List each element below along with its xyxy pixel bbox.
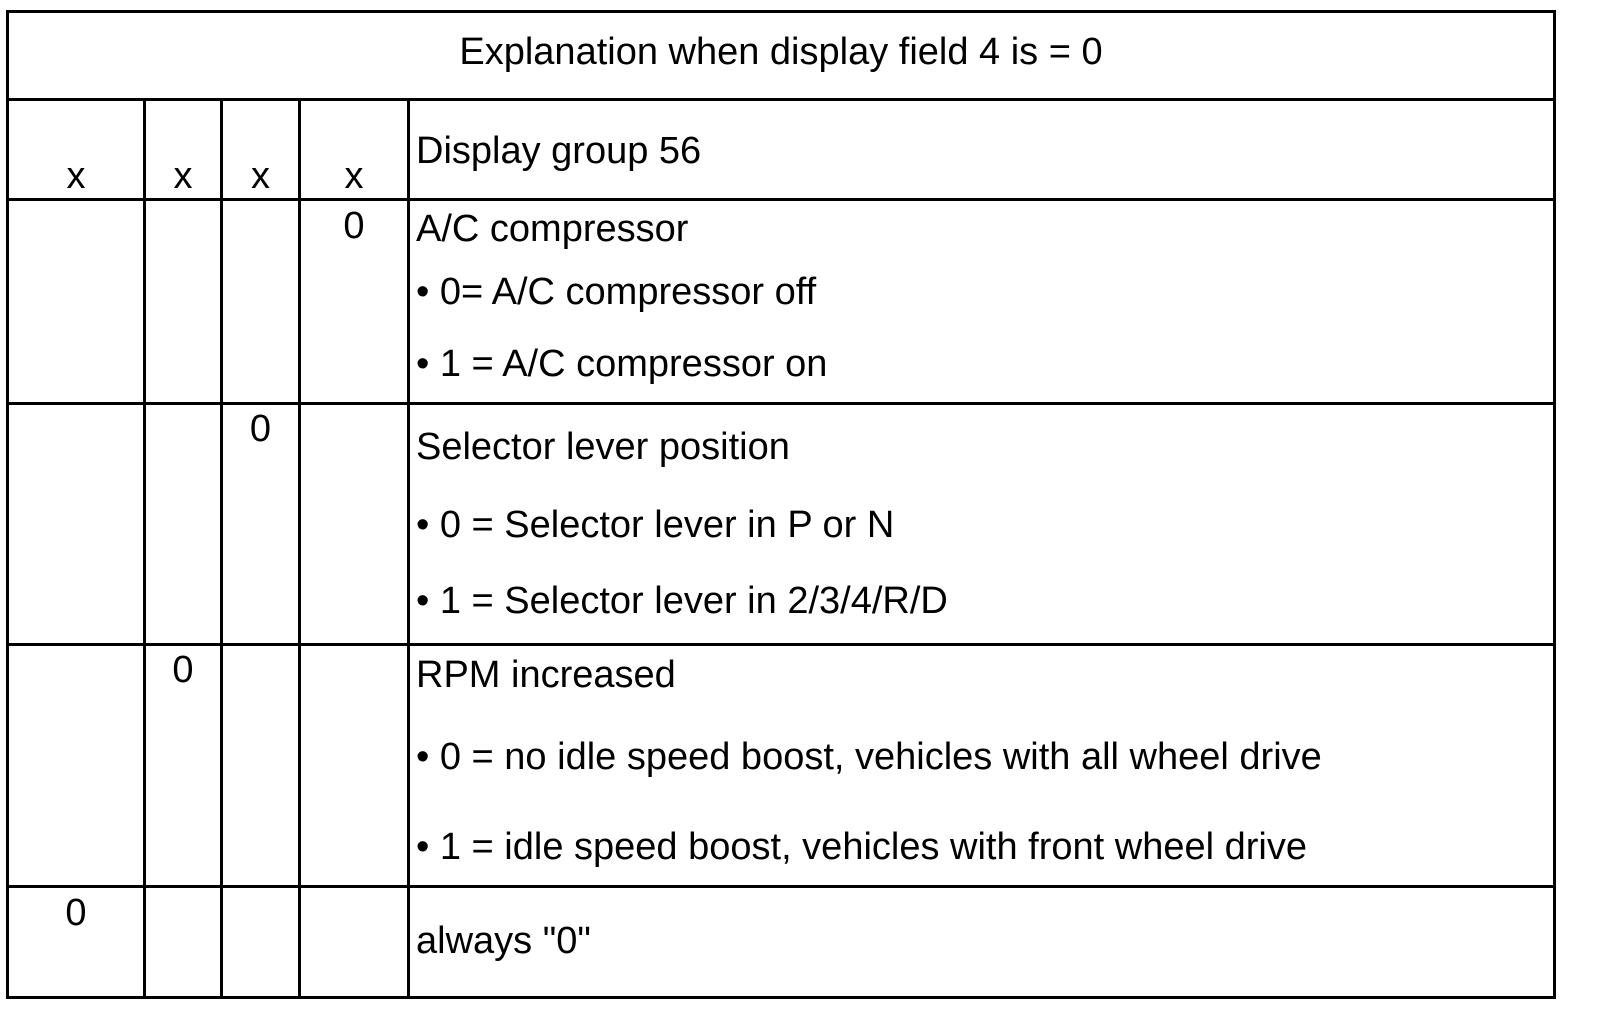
- row-1-heading: A/C compressor: [416, 208, 689, 250]
- header-col-3: x: [251, 155, 270, 197]
- row-divider-1: [6, 402, 1556, 405]
- header-col-1: x: [66, 155, 86, 197]
- header-label: Display group 56: [416, 130, 702, 172]
- row-2-heading: Selector lever position: [416, 426, 790, 468]
- col-divider-1: [143, 99, 146, 999]
- row-3-item-2: • 1 = idle speed boost, vehicles with front wheel drive: [416, 826, 1307, 868]
- row-2-item-2: • 1 = Selector lever in 2/3/4/R/D: [416, 580, 948, 622]
- row-1-item-1: • 0= A/C compressor off: [416, 271, 817, 313]
- row-1-item-2: • 1 = A/C compressor on: [416, 343, 828, 385]
- header-col-4: x: [344, 155, 364, 197]
- table-title: Explanation when display field 4 is = 0: [459, 31, 1103, 73]
- row-2-value: 0: [249, 408, 272, 450]
- row-4-value: 0: [65, 892, 87, 934]
- row-divider-title: [6, 98, 1556, 101]
- row-divider-3: [6, 885, 1556, 888]
- row-4-heading: always "0": [416, 920, 591, 962]
- row-1-value: 0: [343, 205, 365, 247]
- header-col-2: x: [173, 155, 193, 197]
- row-3-value: 0: [172, 649, 194, 691]
- row-divider-2: [6, 643, 1556, 646]
- row-3-heading: RPM increased: [416, 654, 676, 696]
- row-divider-header: [6, 198, 1556, 201]
- row-3-item-1: • 0 = no idle speed boost, vehicles with all wheel drive: [416, 736, 1322, 778]
- col-divider-4: [407, 99, 410, 999]
- row-2-item-1: • 0 = Selector lever in P or N: [416, 504, 895, 546]
- col-divider-2: [220, 99, 223, 999]
